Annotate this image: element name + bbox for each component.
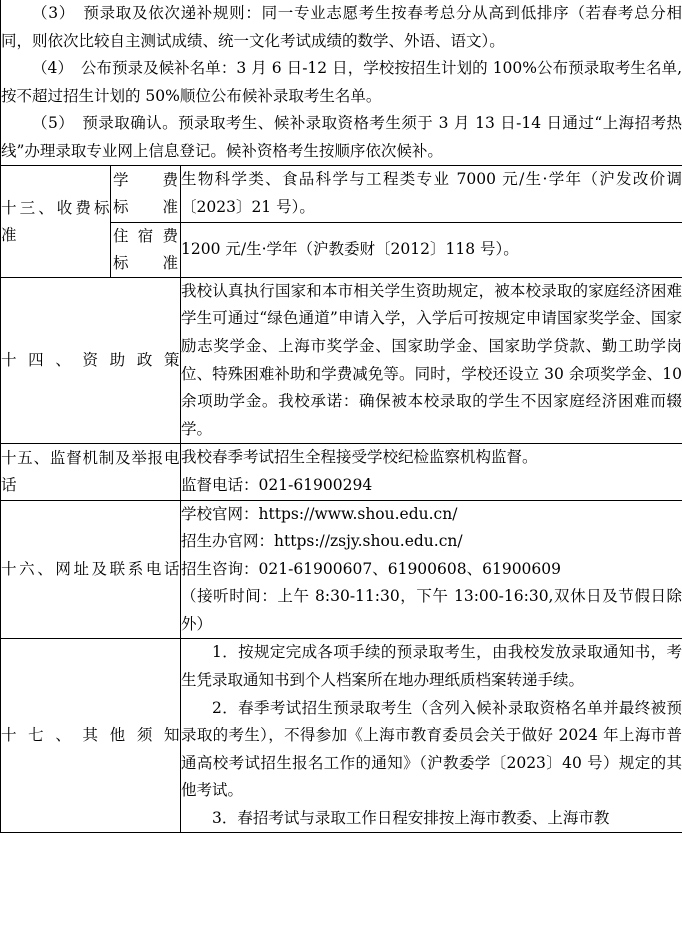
sub-label-line: 标 准 — [113, 198, 178, 217]
table-row — [1, 444, 682, 500]
table-row — [1, 277, 682, 443]
sub-label-accommodation — [111, 222, 181, 277]
paragraph: （4） 公布预录及候补名单：3 月 6 日-12 日，学校按招生计划的 100%公布预录取考生名单,按不超过招生计划的 50%顺位公布候补录取考生名单。 — [1, 59, 682, 105]
row-label-fees: 十三、收费标准 — [1, 166, 111, 277]
paragraph: 2．春季考试招生预录取考生（含列入候补录取资格名单并最终被预录取的考生），不得参加《上海市教育委员会关于做好 2024 年上海市普通高校考试招生报名工作的通知》（沪教委学〔2023〕40 号）规定的其他考试。 — [181, 698, 682, 800]
paragraph: 3．春招考试与录取工作日程安排按上海市教委、上海市教 — [212, 808, 610, 827]
table-row — [1, 166, 682, 222]
sub-label-line: 学 费 — [113, 170, 178, 189]
paragraph: （5） 预录取确认。预录取考生、候补录取资格考生须于 3 月 13 日-14 日通过“上海招考热线”办理录取专业网上信息登记。候补资格考生按顺序依次候补。 — [1, 114, 682, 160]
paragraph: 我校春季考试招生全程接受学校纪检监察机构监督。 — [181, 448, 538, 467]
paragraph: 招生办官网：https://zsjy.shou.edu.cn/ — [181, 532, 463, 551]
table-row — [1, 500, 682, 639]
paragraph: （3） 预录取及依次递补规则：同一专业志愿考生按春考总分从高到低排序（若春考总分相同，则依次比较自主测试成绩、统一文化考试成绩的数学、外语、语文）。 — [1, 4, 682, 50]
sub-label-tuition — [111, 166, 181, 222]
row-label-other-notices: 十七、其他须知 — [1, 639, 181, 833]
paragraph: 生物科学类、食品科学与工程类专业 7000 元/生·学年（沪发改价调〔2023〕21 号）。 — [181, 170, 682, 217]
row-body-funding-policy — [181, 277, 682, 443]
paragraph: 监督电话：021-61900294 — [181, 475, 373, 494]
row-label-funding-policy: 十四、资助政策 — [1, 277, 181, 443]
paragraph: 招生咨询：021-61900607、61900608、61900609 — [181, 559, 562, 578]
row-label-supervision: 十五、监督机制及举报电话 — [1, 444, 181, 500]
row-body-other-notices — [181, 639, 682, 833]
paragraph: 学校官网：https://www.shou.edu.cn/ — [181, 504, 458, 523]
table-row — [1, 0, 682, 166]
table-row — [1, 639, 682, 833]
sub-label-line: 住宿费 — [113, 226, 178, 245]
row-body-tuition — [181, 166, 682, 222]
sub-label-line: 标 准 — [113, 253, 178, 272]
row-body-supervision — [181, 444, 682, 500]
row-label-contact: 十六、网址及联系电话 — [1, 500, 181, 639]
row-body-accommodation — [181, 222, 682, 277]
row-top-continued-body — [1, 0, 682, 166]
row-body-contact — [181, 500, 682, 639]
paragraph: 我校认真执行国家和本市相关学生资助规定，被本校录取的家庭经济困难学生可通过“绿色通道”申请入学，入学后可按规定申请国家奖学金、国家励志奖学金、上海市奖学金、国家助学金、国家助学贷款、勤工助学岗位、特殊困难补助和学费减免等。同时，学校还设立 30 余项奖学金、10 余项助学金。我校承诺：确保被本校录取的学生不因家庭经济困难而辍学。 — [181, 281, 682, 438]
paragraph: 1200 元/生·学年（沪教委财〔2012〕118 号）。 — [181, 239, 519, 258]
paragraph: （接听时间：上午 8:30-11:30，下午 13:00-16:30,双休日及节假日除外） — [181, 587, 682, 633]
paragraph: 1．按规定完成各项手续的预录取考生，由我校发放录取通知书，考生凭录取通知书到个人档案所在地办理纸质档案转递手续。 — [181, 643, 682, 689]
